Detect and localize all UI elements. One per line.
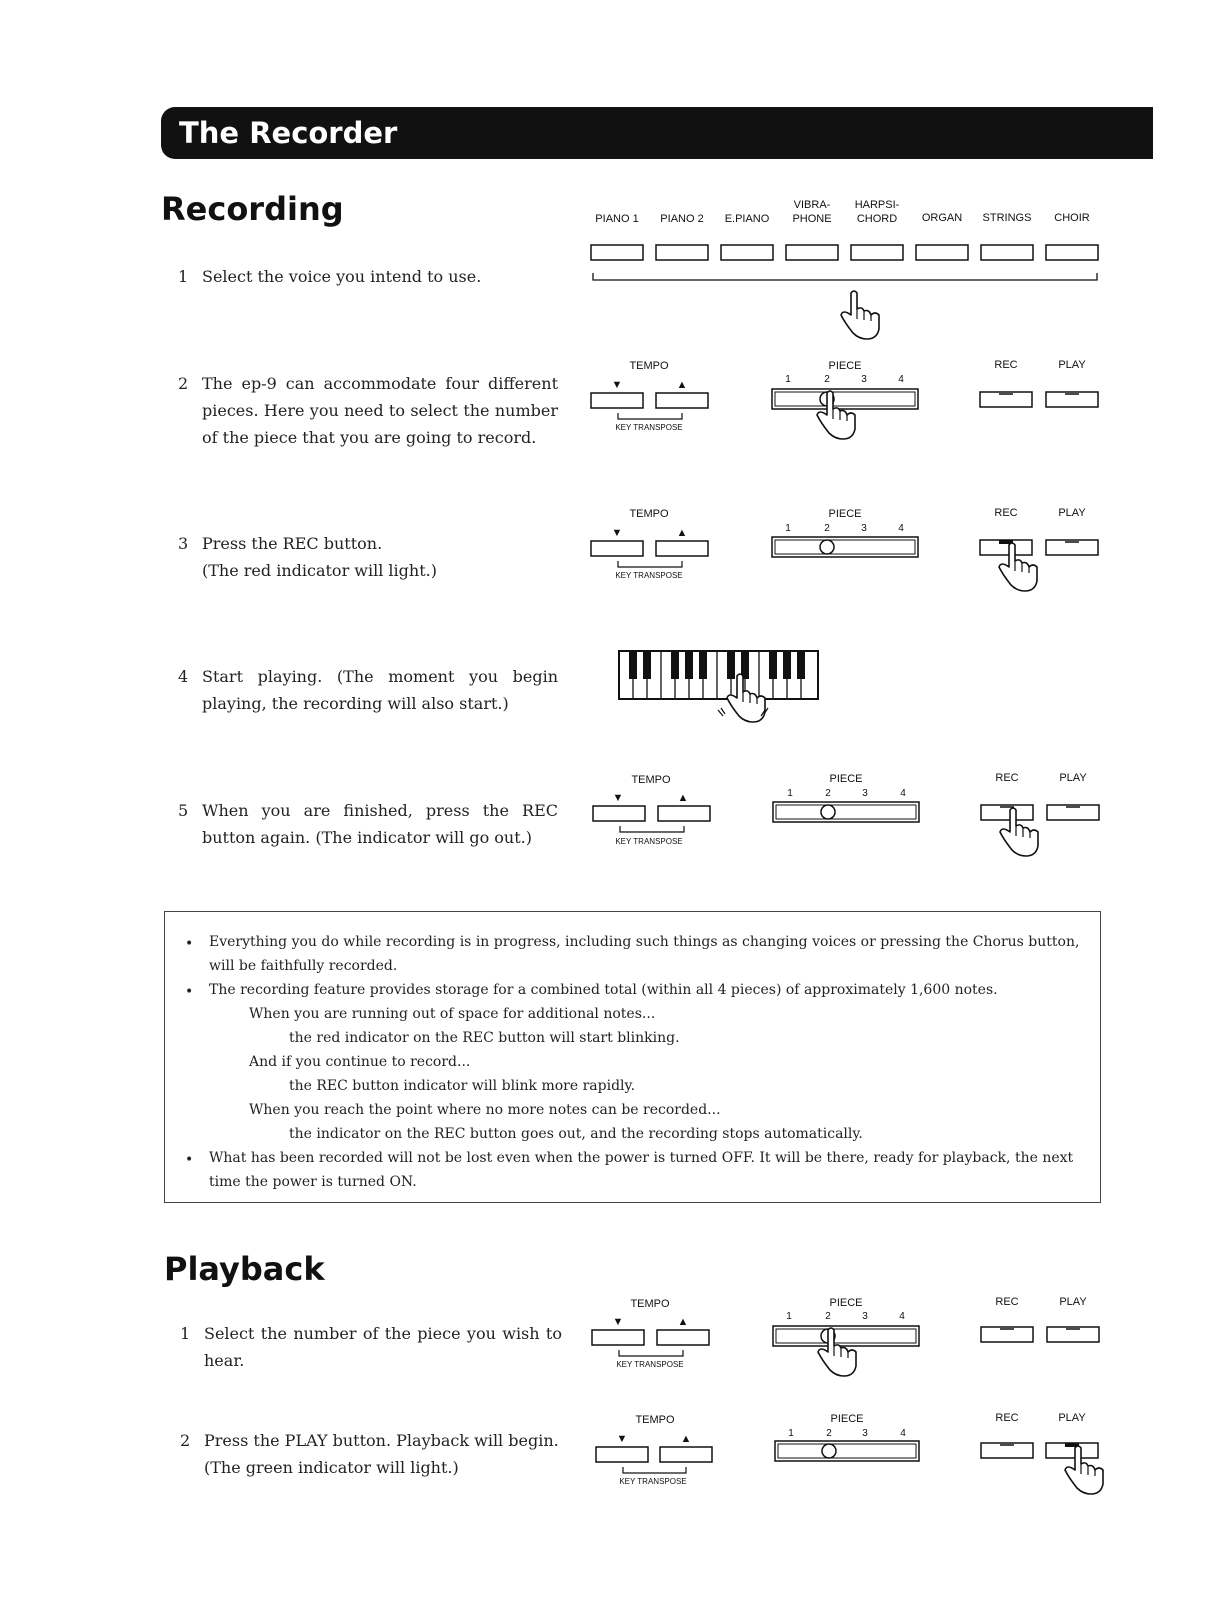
piece-label: PIECE: [829, 773, 863, 785]
voice-button[interactable]: [916, 245, 968, 260]
play-label: PLAY: [1059, 772, 1087, 784]
step-number: 1: [178, 267, 189, 286]
banner-title: The Recorder: [179, 116, 398, 150]
piece-number: 4: [900, 788, 906, 799]
voice-button[interactable]: [1046, 245, 1098, 260]
step-text-block: [204, 1427, 562, 1481]
step-number: 5: [178, 801, 189, 820]
tempo-down-button[interactable]: [591, 541, 643, 556]
piece-label: PIECE: [830, 1413, 864, 1425]
voice-label-strings: STRINGS: [982, 212, 1032, 224]
up-arrow-icon: ▲: [677, 1316, 689, 1328]
note-text: The recording feature provides storage for a combined total (within all 4 pieces) of approximately 1,600 notes.: [209, 982, 998, 998]
keyboard-diagram: [615, 648, 825, 730]
piece-number: 3: [861, 523, 867, 534]
rec-label: REC: [995, 1296, 1019, 1308]
control-panel-diagram: [589, 1408, 1114, 1503]
rec-label: REC: [995, 1412, 1019, 1424]
tempo-up-button[interactable]: [660, 1447, 712, 1462]
down-arrow-icon: ▼: [612, 1316, 624, 1328]
section-banner: [161, 107, 1153, 159]
bullet: •: [185, 1152, 194, 1168]
key-transpose-label: KEY TRANSPOSE: [616, 1360, 684, 1369]
voice-label-epiano: E.PIANO: [724, 213, 770, 225]
piece-number: 3: [862, 788, 868, 799]
piece-label: PIECE: [828, 508, 862, 520]
note-text: the red indicator on the REC button will start blinking.: [289, 1030, 680, 1046]
note-text: When you are running out of space for additional notes...: [249, 1006, 656, 1022]
piece-number: 2: [824, 374, 830, 385]
tempo-label: TEMPO: [629, 360, 669, 372]
piece-number: 4: [900, 1428, 906, 1439]
control-panel-diagram: [586, 1292, 1111, 1387]
piece-number: 3: [861, 374, 867, 385]
piece-knob[interactable]: [822, 1444, 836, 1458]
piece-number: 4: [899, 1311, 905, 1322]
key-transpose-label: KEY TRANSPOSE: [619, 1477, 687, 1486]
piece-number: 4: [898, 523, 904, 534]
voice-button[interactable]: [656, 245, 708, 260]
step-text: Select the number of the piece you wish to hear.: [204, 1324, 562, 1370]
voice-label-piano2: PIANO 2: [660, 213, 704, 225]
voice-button[interactable]: [981, 245, 1033, 260]
control-panel-diagram: [585, 355, 1110, 450]
piece-number: 2: [826, 1428, 832, 1439]
tempo-up-button[interactable]: [656, 393, 708, 408]
notes-box: [164, 911, 1101, 1203]
bullet: •: [185, 936, 194, 952]
step-text: Select the voice you intend to use.: [202, 267, 482, 286]
piece-number: 1: [785, 374, 791, 385]
play-label: PLAY: [1058, 507, 1086, 519]
step-text: Start playing. (The moment you begin playing, the recording will also start.): [202, 667, 558, 713]
step-text: The ep-9 can accommodate four different pieces. Here you need to select the number of the piece that you are going to record.: [202, 374, 558, 447]
hand-pointer-icon: [841, 291, 879, 339]
control-panel-diagram: [585, 768, 1110, 863]
voice-selector-diagram: [585, 195, 1110, 345]
play-label: PLAY: [1059, 1296, 1087, 1308]
step-line: (The green indicator will light.): [204, 1458, 459, 1477]
piece-knob[interactable]: [821, 805, 835, 819]
tempo-up-button[interactable]: [657, 1330, 709, 1345]
voice-label-harpsichord-2: CHORD: [856, 213, 898, 225]
up-arrow-icon: ▲: [676, 379, 688, 391]
playback-heading: Playback: [164, 1250, 325, 1288]
piece-number: 2: [824, 523, 830, 534]
step-line: Press the REC button.: [202, 534, 383, 553]
key-transpose-label: KEY TRANSPOSE: [615, 837, 683, 846]
step-text: When you are finished, press the REC button again. (The indicator will go out.): [202, 801, 558, 847]
voice-label-vibraphone-1: VIBRA-: [793, 199, 831, 211]
note-text: the indicator on the REC button goes out, and the recording stops automatically.: [289, 1126, 863, 1142]
recording-heading: Recording: [161, 190, 344, 228]
down-arrow-icon: ▼: [616, 1433, 628, 1445]
down-arrow-icon: ▼: [612, 792, 624, 804]
voice-button[interactable]: [721, 245, 773, 260]
tempo-down-button[interactable]: [592, 1330, 644, 1345]
rec-label: REC: [994, 359, 1018, 371]
tempo-down-button[interactable]: [596, 1447, 648, 1462]
tempo-down-button[interactable]: [593, 806, 645, 821]
step-number: 1: [180, 1324, 191, 1343]
step-line: (The red indicator will light.): [202, 561, 437, 580]
voice-label-organ: ORGAN: [921, 212, 963, 224]
voice-label-vibraphone-2: PHONE: [792, 213, 832, 225]
up-arrow-icon: ▲: [680, 1433, 692, 1445]
piece-number: 4: [898, 374, 904, 385]
voice-button[interactable]: [591, 245, 643, 260]
voice-label-harpsichord-1: HARPSI-: [854, 199, 900, 211]
piece-number: 1: [788, 1428, 794, 1439]
piece-number: 1: [785, 523, 791, 534]
key-transpose-label: KEY TRANSPOSE: [615, 571, 683, 580]
piece-number: 1: [786, 1311, 792, 1322]
control-panel-diagram: [585, 503, 1110, 598]
tempo-up-button[interactable]: [656, 541, 708, 556]
step-text-block: [202, 530, 558, 584]
rec-label: REC: [995, 772, 1019, 784]
step-number: 2: [180, 1431, 191, 1450]
step-line: Press the PLAY button. Playback will begin.: [204, 1431, 559, 1450]
tempo-up-button[interactable]: [658, 806, 710, 821]
tempo-label: TEMPO: [629, 508, 669, 520]
voice-label-choir: CHOIR: [1054, 212, 1090, 224]
piece-number: 2: [825, 788, 831, 799]
bullet: •: [185, 984, 194, 1000]
play-label: PLAY: [1058, 1412, 1086, 1424]
play-label: PLAY: [1058, 359, 1086, 371]
down-arrow-icon: ▼: [611, 527, 623, 539]
up-arrow-icon: ▲: [677, 792, 689, 804]
step-number: 3: [178, 534, 189, 553]
note-text: Everything you do while recording is in progress, including such things as changing voices or pressing the Chorus button, will be faithfully recorded.: [209, 934, 1080, 974]
tempo-label: TEMPO: [631, 774, 671, 786]
tempo-label: TEMPO: [630, 1298, 670, 1310]
down-arrow-icon: ▼: [611, 379, 623, 391]
step-number: 4: [178, 667, 189, 686]
voice-button[interactable]: [786, 245, 838, 260]
piece-number: 3: [862, 1311, 868, 1322]
piece-label: PIECE: [828, 360, 862, 372]
step-number: 2: [178, 374, 189, 393]
piece-label: PIECE: [829, 1297, 863, 1309]
piece-number: 2: [825, 1311, 831, 1322]
tempo-down-button[interactable]: [591, 393, 643, 408]
note-text: When you reach the point where no more notes can be recorded...: [249, 1102, 721, 1118]
voice-button[interactable]: [851, 245, 903, 260]
tempo-label: TEMPO: [635, 1414, 675, 1426]
key-transpose-label: KEY TRANSPOSE: [615, 423, 683, 432]
note-text: And if you continue to record...: [249, 1054, 471, 1070]
note-text: the REC button indicator will blink more rapidly.: [289, 1078, 636, 1094]
rec-label: REC: [994, 507, 1018, 519]
voice-label-piano1: PIANO 1: [595, 213, 639, 225]
piece-knob[interactable]: [820, 540, 834, 554]
piece-number: 1: [787, 788, 793, 799]
piece-number: 3: [862, 1428, 868, 1439]
up-arrow-icon: ▲: [676, 527, 688, 539]
note-text: What has been recorded will not be lost even when the power is turned OFF. It will be there, ready for playback, the next time the power is turned ON.: [209, 1150, 1074, 1190]
